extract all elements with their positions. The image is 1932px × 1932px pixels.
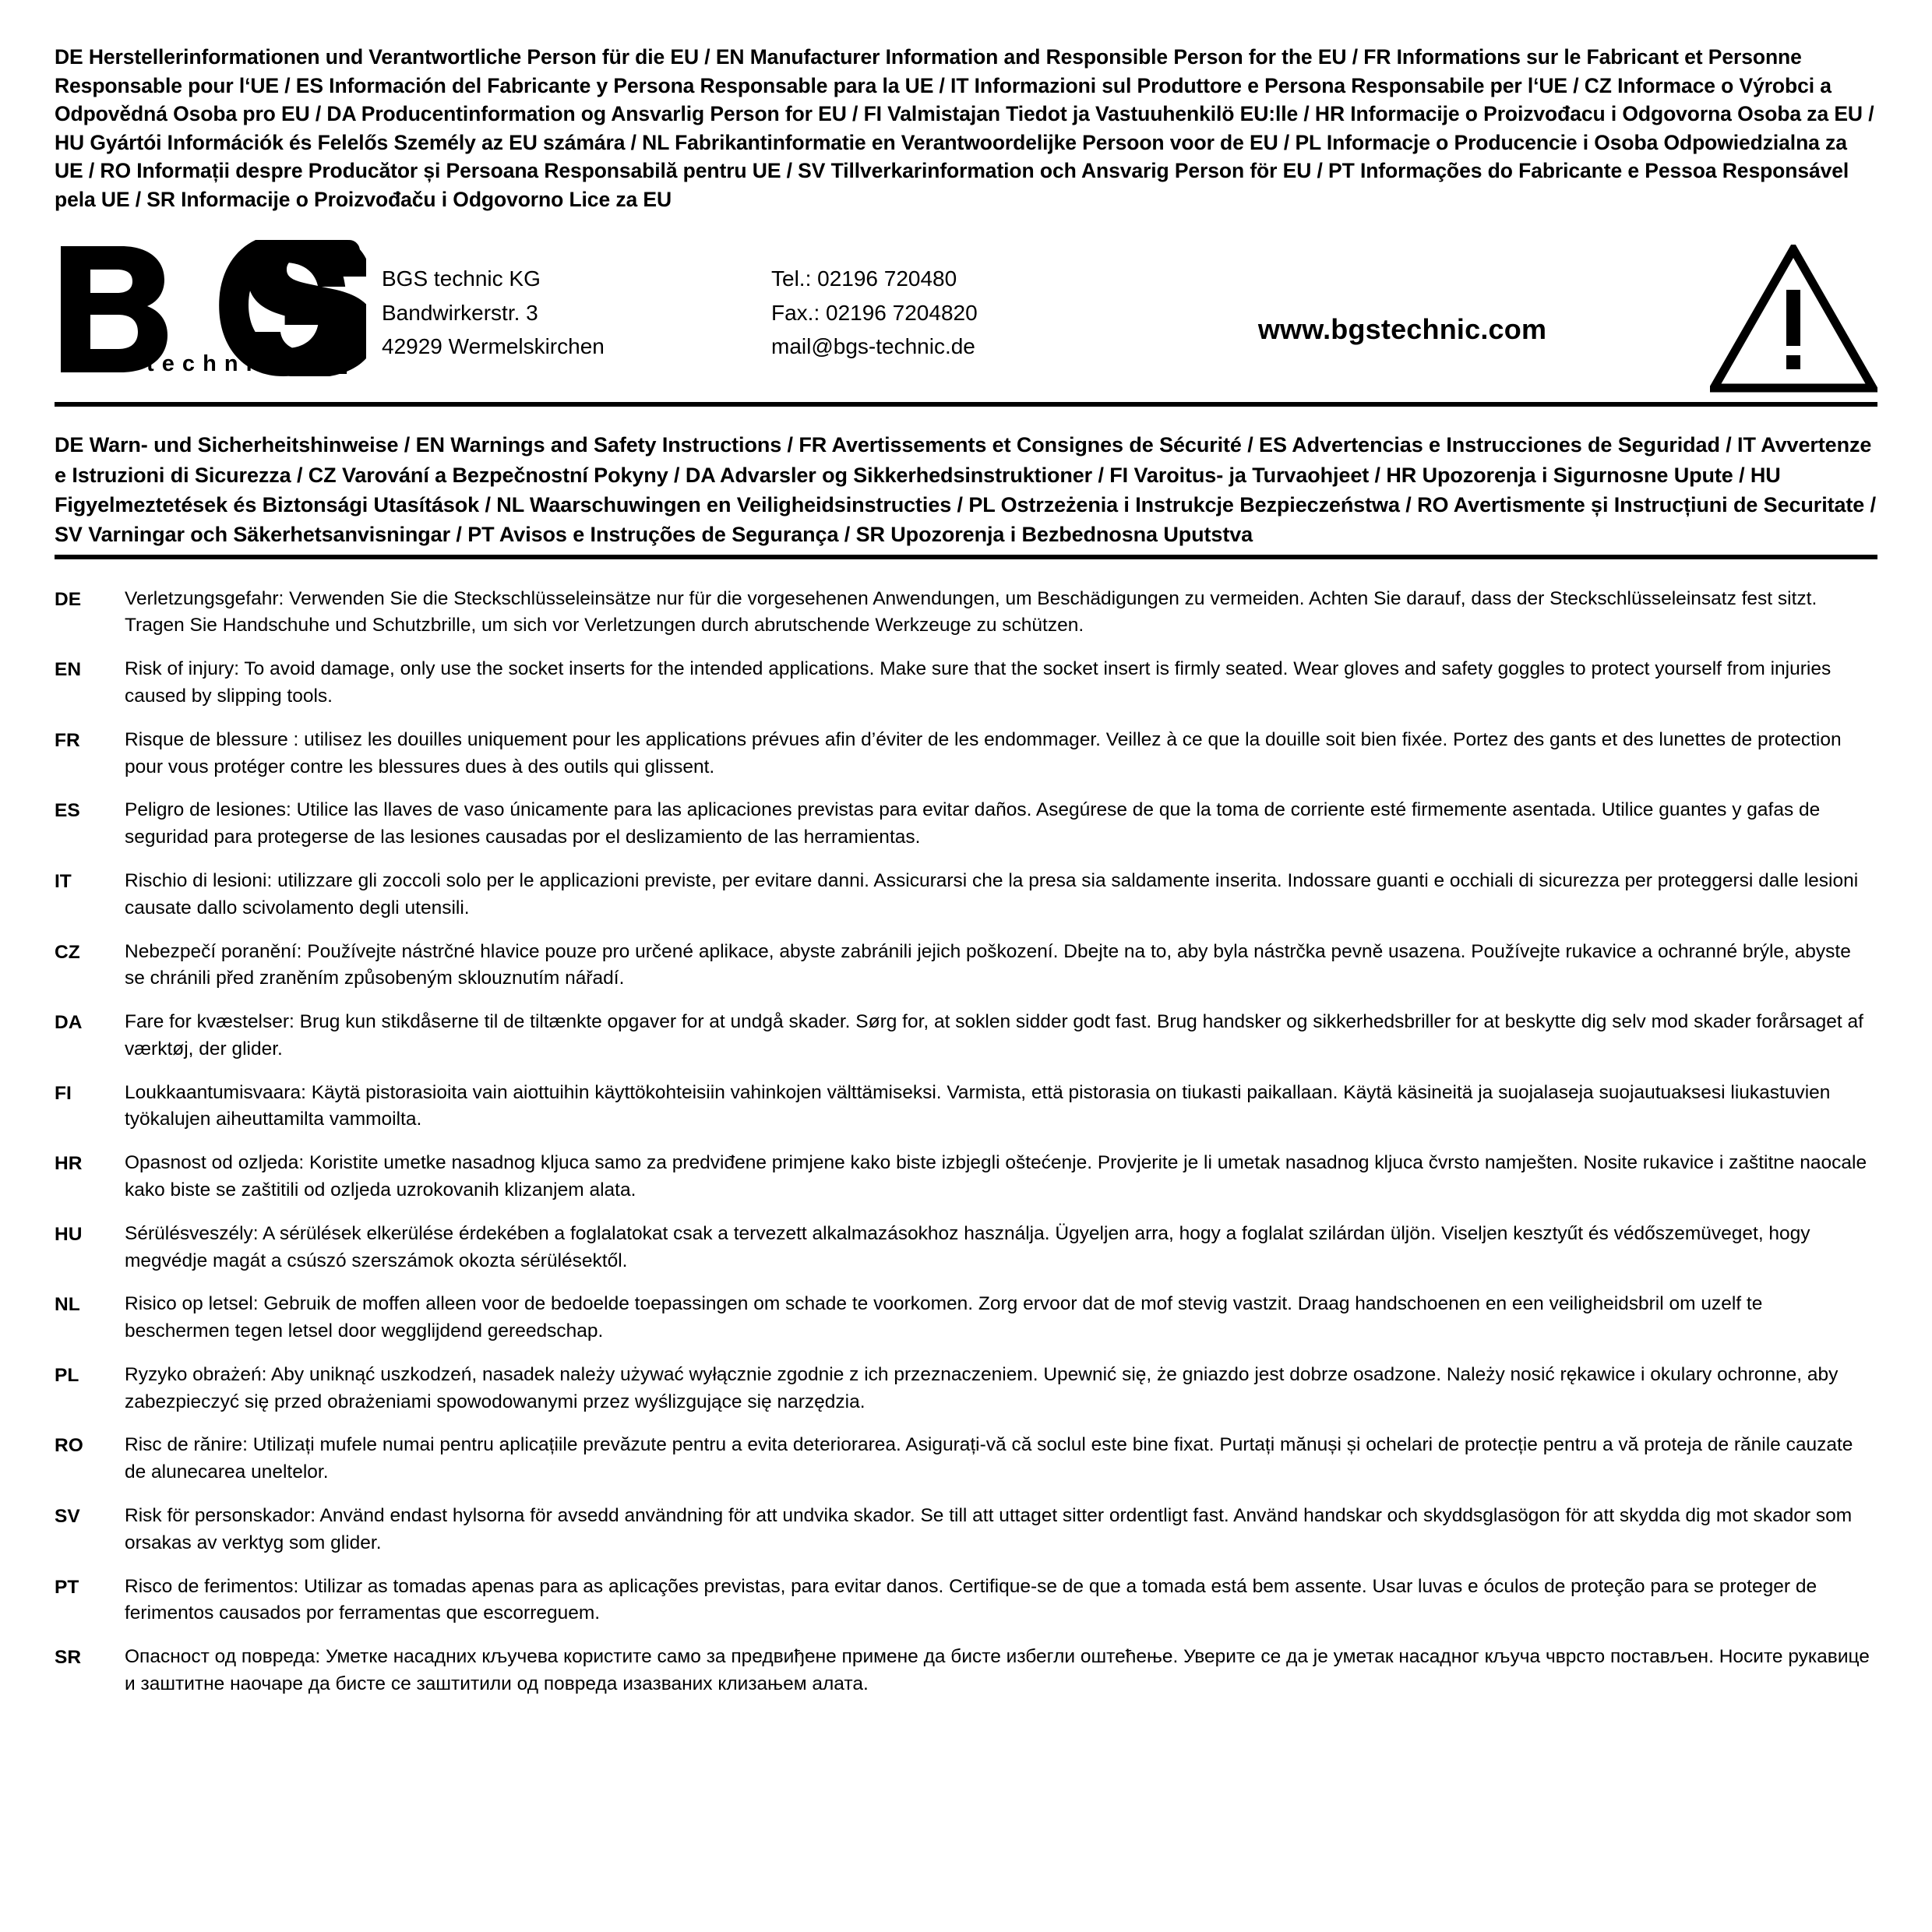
instruction-text: Ryzyko obrażeń: Aby uniknąć uszkodzeń, nasadek należy używać wyłącznie zgodnie z ich przeznaczeniem. Upewnić się, że gniazdo jest dobrze osadzone. Należy nosić rękawice i okulary ochronne, aby zabezpieczyć się przed obrażeniami spowodowanymi przez wyślizgujące się narzędzia. [125,1363,1839,1412]
company-header [55,235,1877,407]
instruction-row [55,1503,1877,1557]
language-code: FR [55,729,80,751]
company-name: BGS technic KG [382,266,541,291]
instruction-row [55,1291,1877,1345]
warning-triangle-icon [1710,245,1877,393]
company-fax: Fax.: 02196 7204820 [771,300,978,325]
manufacturer-info-heading: DE Herstellerinformationen und Verantwortliche Person für die EU / EN Manufacturer Information and Responsible Person for the EU / FR Informations sur le Fabricant et Personne Responsable pour l‘UE / ES Información del Fabricante y Persona Responsable para la UE / IT Informazioni sul Produttore e Persona Responsabile per l‘UE / CZ Informace o Výrobci a Odpovědná Osoba pro EU / DA Producentinformation og Ansvarlig Person for EU / FI Valmistajan Tiedot ja Vastuuhenkilö EU:lle / HR Informacije o Proizvođacu i Odgovorna Osoba za EU / HU Gyártói Információk és Felelős Személy az EU számára / NL Fabrikantinformatie en Verantwoordelijke Persoon voor de EU / PL Informacje o Producencie i Osoba Odpowiedzialna za UE / RO Informații despre Producător și Persoana Responsabilă pentru UE / SV Tillverkarinformation och Ansvarig Person för EU / PT Informações do Fabricante e Pessoa Responsável pela UE / SR Informacije o Proizvođaču i Odgovorno Lice za EU [55,45,1874,211]
instruction-text: Risco de ferimentos: Utilizar as tomadas apenas para as aplicações previstas, para evitar danos. Certifique-se de que a tomada está bem assente. Usar luvas e óculos de proteção para se proteger de ferimentos causados por ferramentas que escorreguem. [125,1575,1817,1624]
instruction-row [55,586,1877,640]
language-code: EN [55,659,82,681]
bgs-logo [55,235,382,376]
instruction-text: Opasnost od ozljeda: Koristite umetke nasadnog kljuca samo za predviđene primjene kako biste izbjegli oštećenje. Provjerite je li umetak nasadnog kljuca čvrsto namješten. Nosite rukavice i zaštitne naocale kako biste se zaštitili od ozljeda uzrokovanih klizanjem alata. [125,1152,1867,1200]
language-code: DA [55,1012,83,1034]
bgs-logo-graphic [55,240,366,376]
language-code: SV [55,1506,80,1527]
safety-instructions-heading: DE Warn- und Sicherheitshinweise / EN Warnings and Safety Instructions / FR Avertissements et Consignes de Sécurité / ES Advertencias e Instrucciones de Seguridad / IT Avvertenze e Istruzioni di Sicurezza / CZ Varování a Bezpečnostní Pokyny / DA Advarsler og Sikkerhedsinstruktioner / FI Varoitus- ja Turvaohjeet / HR Upozorenja i Sigurnosne Upute / HU Figyelmeztetések és Biztonsági Utasítások / NL Waarschuwingen en Veiligheidsinstructies / PL Ostrzeżenia i Instrukcje Bezpieczeństwa / RO Avertismente și Instrucțiuni de Securitate / SV Varningar och Säkerhetsanvisningar / PT Avisos e Instruções de Segurança / SR Upozorenja i Bezbednosna Uputstva [55,407,1877,559]
instruction-row [55,1644,1877,1698]
company-email: mail@bgs-technic.de [771,334,975,359]
language-code: HU [55,1223,83,1245]
company-tel: Tel.: 02196 720480 [771,266,957,291]
language-code: IT [55,870,72,892]
instruction-text: Risk för personskador: Använd endast hylsorna för avsedd användning för att undvika skador. Se till att uttaget sitter ordentligt fast. Använd handskar och skyddsglasögon för att skydda dig mot skador som orsakas av verktyg som glider. [125,1505,1853,1553]
company-street: Bandwirkerstr. 3 [382,300,538,325]
company-website: www.bgstechnic.com [1257,313,1547,346]
instruction-text: Fare for kvæstelser: Brug kun stikdåserne til de tiltænkte opgaver for at undgå skader. Sørg for, at soklen sidder godt fast. Brug handsker og sikkerhedsbriller for at beskytte dig selv mod skader forårsaget af værktøj, der glider. [125,1011,1863,1059]
language-code: PT [55,1576,79,1598]
language-code: NL [55,1294,80,1316]
instruction-row [55,1362,1877,1416]
language-code: ES [55,800,80,822]
instruction-text: Peligro de lesiones: Utilice las llaves de vaso únicamente para las aplicaciones previstas para evitar daños. Asegúrese de que la toma de corriente esté firmemente asentada. Utilice guantes y gafas de seguridad para protegerse de las lesiones causadas por el deslizamiento de las herramientas. [125,799,1821,848]
instruction-row [55,868,1877,922]
instruction-row [55,1574,1877,1628]
instruction-text: Rischio di lesioni: utilizzare gli zoccoli solo per le applicazioni previste, per evitare danni. Assicurarsi che la presa sia saldamente inserita. Indossare guanti e occhiali di sicurezza per proteggersi dalle lesioni causate dallo scivolamento degli utensili. [125,869,1859,918]
language-code: CZ [55,941,80,963]
instruction-text: Loukkaantumisvaara: Käytä pistorasioita vain aiottuihin käyttökohteisiin vahinkojen välttämiseksi. Varmista, että pistorasia on tiukasti paikallaan. Käytä käsineitä ja suojalaseja suojautuaksesi liukastuvien työkalujen aiheuttamilta vammoilta. [125,1081,1831,1130]
instruction-row [55,1221,1877,1275]
language-code: FI [55,1082,72,1104]
language-code: PL [55,1364,79,1386]
instruction-list [55,586,1877,1698]
bgs-logo-subtext: t e c h n i c [146,351,273,377]
instruction-row [55,656,1877,710]
instruction-text: Risc de rănire: Utilizați mufele numai pentru aplicațiile prevăzute pentru a evita deteriorarea. Asigurați-vă că soclul este bine fixat. Purtați mănuși și ochelari de protecție pentru a vă proteja de rănile cauzate de alunecarea uneltelor. [125,1434,1853,1483]
instruction-row [55,797,1877,851]
language-code: SR [55,1647,82,1669]
warning-triangle [1698,235,1877,393]
instruction-row [55,939,1877,993]
instruction-text: Опасност од повреда: Уметке насадних кључева користите само за предвиђене примене да бисте избегли оштећење. Уверите се да је уметак насадног кључа чврсто постављен. Носите рукавице и заштитне наочаре да бисте се заштитили од повреда изазваних клизањем алата. [125,1646,1870,1694]
instruction-text: Risque de blessure : utilisez les douilles uniquement pour les applications prévues afin d’éviter de les endommager. Veillez à ce que la douille soit bien fixée. Portez des gants et des lunettes de protection pour vous protéger contre les blessures dues à des outils qui glissent. [125,728,1842,777]
company-address [382,235,771,363]
instruction-row [55,727,1877,781]
language-code: HR [55,1153,83,1175]
svg-text:R: R [344,245,354,259]
language-code: DE [55,588,82,610]
instruction-text: Risico op letsel: Gebruik de moffen alleen voor de bedoelde toepassingen om schade te voorkomen. Zorg ervoor dat de mof stevig vastzit. Draag handschoenen en een veiligheidsbril om uzelf te beschermen tegen letsel door wegglijdend gereedschap. [125,1293,1763,1342]
instruction-text: Sérülésveszély: A sérülések elkerülése érdekében a foglalatokat csak a tervezett alkalmazásokhoz használja. Ügyeljen arra, hogy a foglalat szilárdan üljön. Viseljen kesztyűt és védőszemüveget, hogy megvédje magát a csúszó szerszámok okozta sérülésektől. [125,1222,1810,1271]
instruction-text: Nebezpečí poranění: Používejte nástrčné hlavice pouze pro určené aplikace, abyste zabránili jejich poškození. Dbejte na to, aby byla nástrčka pevně usazena. Používejte rukavice a ochranné brýle, abyste se chránili před zraněním způsobeným sklouznutím nářadí. [125,940,1851,989]
instruction-text: Risk of injury: To avoid damage, only use the socket inserts for the intended applications. Make sure that the socket insert is firmly seated. Wear gloves and safety goggles to protect yourself from injuries caused by slipping tools. [125,658,1832,707]
language-code: RO [55,1435,83,1457]
instruction-text: Verletzungsgefahr: Verwenden Sie die Steckschlüsseleinsätze nur für die vorgesehenen Anwendungen, um Beschädigungen zu vermeiden. Achten Sie darauf, dass der Steckschlüsseleinsatz fest sitzt. Tragen Sie Handschuhe und Schutzbrille, um sich vor Verletzungen durch abrutschende Werkzeuge zu schützen. [125,587,1817,636]
instruction-row [55,1080,1877,1134]
company-contact [771,235,1106,363]
company-city: 42929 Wermelskirchen [382,334,605,359]
instruction-row [55,1432,1877,1486]
instruction-row [55,1150,1877,1204]
instruction-row [55,1009,1877,1063]
